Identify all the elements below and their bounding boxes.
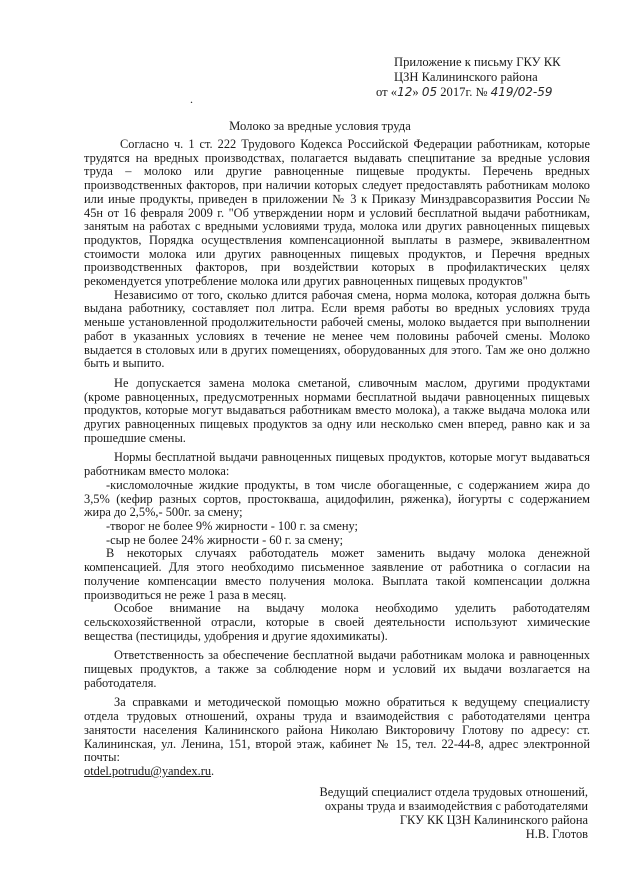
list-item-cottage-cheese: -творог не более 9% жирности - 100 г. за смену;	[106, 518, 358, 533]
email-line	[84, 765, 590, 779]
handwritten-day: 12	[397, 85, 413, 99]
date-mid: »	[412, 85, 422, 99]
handwritten-month: 05	[421, 85, 438, 99]
list-item-dairy: -кисломолочные жидкие продукты, в том числе обогащенные, с содержанием жира до 3,5% (кефир разных сортов, простокваша, ацидофилин, ряженка), йогурты с содержанием жира до 2,5%,- 500г. за смену;	[84, 477, 590, 520]
stray-mark: .	[190, 92, 193, 106]
paragraph-replacement-ban: Не допускается замена молока сметаной, сливочным маслом, другими продуктами (кроме равноценных, предусмотренных нормами бесплатной выдачи равноценных пищевых продуктов, которые могут выдаваться работникам вместо молока), а также выдача молока или других равноценных пищевых продуктов за одну или несколько смен вперед, равно как и за прошедшие смены.	[84, 375, 590, 445]
paragraph-equivalent-norms: Нормы бесплатной выдачи равноценных пищевых продуктов, которые могут выдаваться работникам вместо молока:	[84, 450, 590, 479]
paragraph-milk-norm: Независимо от того, сколько длится рабочая смена, норма молока, которая должна быть выдана работнику, составляет пол литра. Если время работы во вредных условиях труда меньше установленной продолжительности рабочей смены, молоко выдается при выполнении работ в указанных условиях в течение не менее чем половины рабочей смены. Молоко выдается в столовых или в других помещениях, оборудованных для этого. Там же оно должно быть и выпито.	[84, 287, 590, 371]
date-prefix: от «	[376, 85, 398, 99]
letter-header	[376, 55, 561, 100]
document-title: Молоко за вредные условия труда	[229, 119, 411, 133]
signature-block	[320, 785, 588, 841]
paragraph-responsibility: Ответственность за обеспечение бесплатной выдачи работникам молока и равноценных пищевых продуктов, а также за соблюдение норм и условий их выдачи возлагается на работодателя.	[84, 648, 590, 690]
signature-position-line: Ведущий специалист отдела трудовых отношений,	[319, 785, 588, 799]
document-body	[84, 138, 590, 779]
date-year: 2017г. №	[437, 85, 491, 99]
signature-department-line: охраны труда и взаимодействия с работодателями	[324, 799, 588, 813]
header-organization-line: ЦЗН Калининского района	[394, 70, 538, 84]
paragraph-compensation: В некоторых случаях работодатель может заменить выдачу молока денежной компенсацией. Для этого необходимо письменное заявление от работника о согласии на получение компенсации вместо получения молока. Выплата такой компенсации должна производиться не реже 1 раза в месяц.	[84, 546, 590, 602]
handwritten-number: 419/02-59	[490, 85, 553, 99]
list-item-cheese: -сыр не более 24% жирности - 60 г. за смену;	[106, 532, 344, 547]
header-attachment-line: Приложение к письму ГКУ КК	[394, 55, 561, 69]
header-date-number-line	[376, 85, 561, 100]
signature-organization-line: ГКУ КК ЦЗН Калининского района	[399, 813, 588, 827]
email-link[interactable]: otdel.potrudu@yandex.ru	[84, 763, 212, 778]
signature-name: Н.В. Глотов	[525, 827, 588, 841]
email-suffix: .	[211, 763, 215, 778]
paragraph-agriculture: Особое внимание на выдачу молока необходимо уделить работодателям сельскохозяйственной отрасли, которые в своей деятельности используют химические вещества (пестициды, удобрения и другие ядохимикаты).	[84, 601, 590, 643]
paragraph-contacts: За справками и методической помощью можно обратиться к ведущему специалисту отдела трудовых отношений, охраны труда и взаимодействия с работодателями центра занятости населения Калининского района Николаю Викторовичу Глотову по адресу: ст. Калининская, ул. Ленина, 151, второй этаж, кабинет № 15, тел. 22-44-8, адрес электронной почты:	[84, 695, 590, 765]
paragraph-legal-basis: Согласно ч. 1 ст. 222 Трудового Кодекса Российской Федерации работникам, которые трудятся на вредных производствах, полагается выдавать спецпитание за вредные условия труда – молоко или другие равноценные пищевые продукты. Перечень вредных производственных факторов, при наличии которых следует предоставлять работникам молоко или иные продукты, приведен в приложении № 3 к Приказу Минздравсоразвития России № 45н от 16 февраля 2009 г. "Об утверждении норм и условий бесплатной выдачи работникам, занятым на работах с вредными условиями труда, молока или других равноценных пищевых продуктов, Порядка осуществления компенсационной выплаты в размере, эквивалентном стоимости молока или других равноценных пищевых продуктов, и Перечня вредных производственных факторов, при воздействии которых в профилактических целях рекомендуется употребление молока или других равноценных пищевых продуктов"	[84, 137, 590, 289]
